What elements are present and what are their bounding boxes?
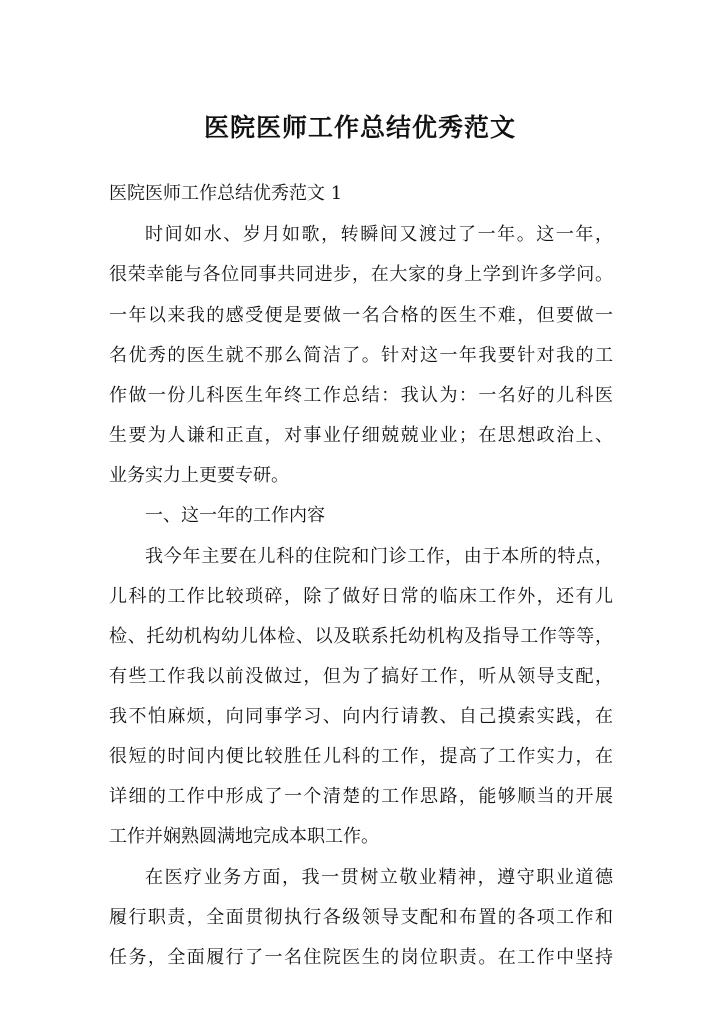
paragraph-1-line-4: 名优秀的医生就不那么简洁了。针对这一年我要针对我的工 <box>109 345 613 366</box>
paragraph-3-line-1: 在医疗业务方面，我一贯树立敬业精神，遵守职业道德 <box>145 867 613 888</box>
paragraph-1-line-6: 生要为人谦和正直，对事业仔细兢兢业业；在思想政治上、 <box>109 425 613 446</box>
paragraph-2-line-7: 详细的工作中形成了一个清楚的工作思路，能够顺当的开展 <box>109 786 613 807</box>
paragraph-2-line-4: 有些工作我以前没做过，但为了搞好工作，听从领导支配， <box>109 666 613 687</box>
document-title: 医院医师工作总结优秀范文 <box>203 113 516 142</box>
section-heading-1: 一、这一年的工作内容 <box>145 505 325 526</box>
paragraph-3-line-2: 履行职责，全面贯彻执行各级领导支配和布置的各项工作和 <box>109 907 613 928</box>
paragraph-2-line-8: 工作并娴熟圆满地完成本职工作。 <box>109 826 379 847</box>
paragraph-2-line-2: 儿科的工作比较琐碎，除了做好日常的临床工作外，还有儿 <box>109 586 613 607</box>
document-subtitle: 医院医师工作总结优秀范文 1 <box>109 183 343 204</box>
paragraph-1-line-3: 一年以来我的感受便是要做一名合格的医生不难，但要做一 <box>109 305 613 326</box>
paragraph-1-line-5: 作做一份儿科医生年终工作总结：我认为：一名好的儿科医 <box>109 385 613 406</box>
paragraph-2-line-6: 很短的时间内便比较胜任儿科的工作，提高了工作实力，在 <box>109 746 613 767</box>
paragraph-1-line-1: 时间如水、岁月如歌，转瞬间又渡过了一年。这一年， <box>145 224 613 245</box>
paragraph-2-line-5: 我不怕麻烦，向同事学习、向内行请教、自己摸索实践，在 <box>109 706 613 727</box>
paragraph-3-line-3: 任务，全面履行了一名住院医生的岗位职责。在工作中坚持 <box>109 947 613 968</box>
paragraph-1-line-2: 很荣幸能与各位同事共同进步，在大家的身上学到许多学问。 <box>109 264 613 285</box>
paragraph-2-line-1: 我今年主要在儿科的住院和门诊工作，由于本所的特点， <box>145 546 613 567</box>
paragraph-1-line-7: 业务实力上更要专研。 <box>109 465 289 486</box>
paragraph-2-line-3: 检、托幼机构幼儿体检、以及联系托幼机构及指导工作等等， <box>109 626 613 647</box>
